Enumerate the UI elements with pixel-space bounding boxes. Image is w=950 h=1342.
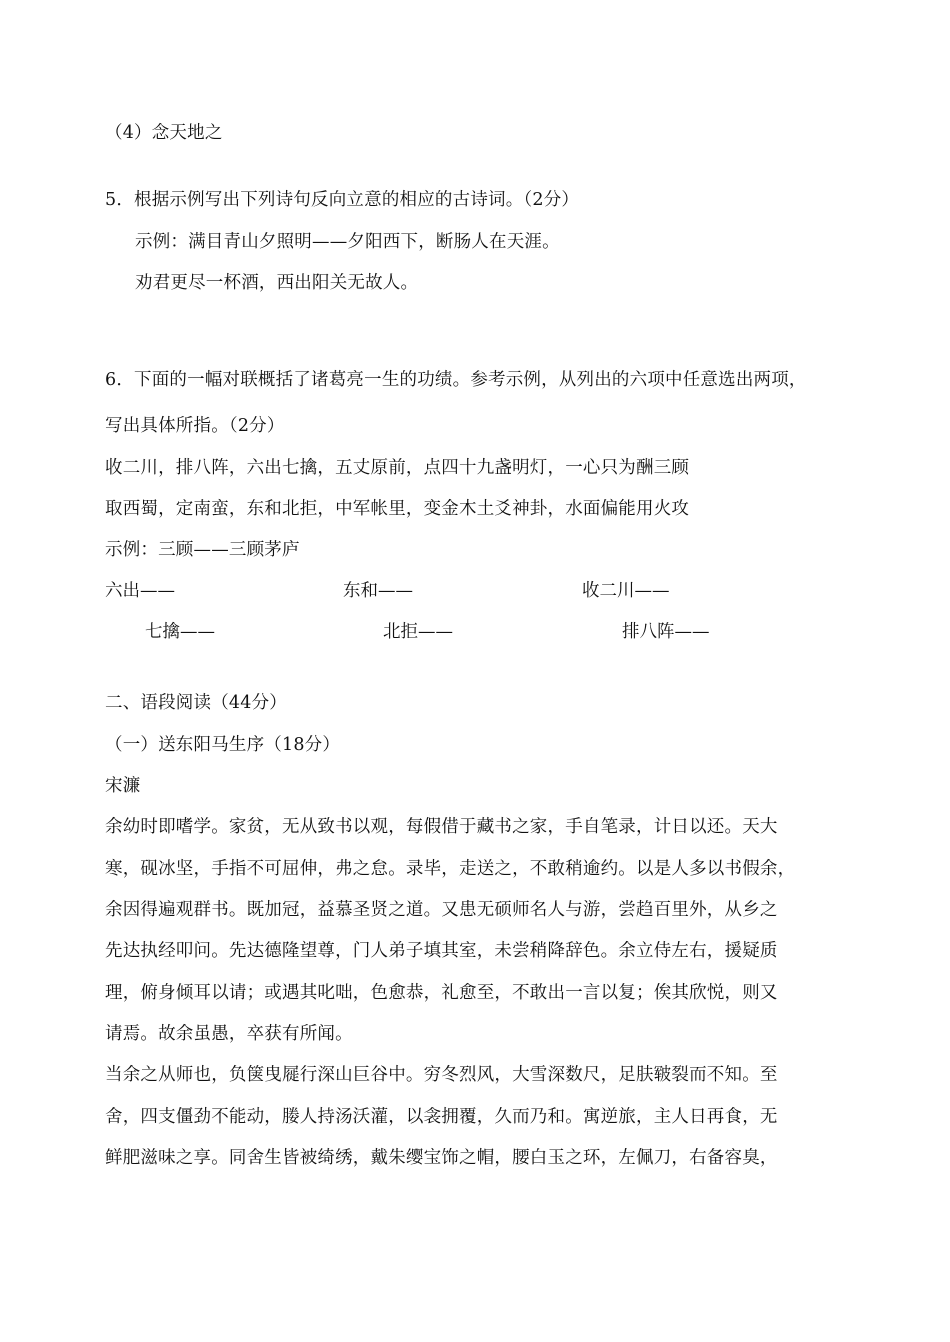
question-6-prompt-line2: 写出具体所指。（2分） <box>105 416 285 436</box>
question-5-prompt: 5．根据示例写出下列诗句反向立意的相应的古诗词。（2分） <box>105 190 580 210</box>
paragraph-line: 鲜肥滋味之享。同舍生皆被绮绣，戴朱缨宝饰之帽，腰白玉之环，左佩刀，右备容臭， <box>105 1148 778 1168</box>
question-6-prompt-line1: 6．下面的一幅对联概括了诸葛亮一生的功绩。参考示例，从列出的六项中任意选出两项， <box>105 370 807 390</box>
question-4-item: （4）念天地之 <box>105 123 223 143</box>
couplet-line-1: 收二川，排八阵，六出七擒，五丈原前，点四十九盏明灯，一心只为酬三顾 <box>105 458 690 478</box>
section-2-sub-heading: （一）送东阳马生序（18分） <box>105 735 341 755</box>
answer-slot-shouerchuan: 收二川—— <box>582 581 670 601</box>
question-6-example: 示例：三顾——三顾茅庐 <box>105 540 300 560</box>
paragraph-line: 先达执经叩问。先达德隆望尊，门人弟子填其室，未尝稍降辞色。余立侍左右，援疑质 <box>105 941 778 961</box>
text-author: 宋濂 <box>105 776 141 796</box>
answer-slot-beiju: 北拒—— <box>383 622 453 642</box>
question-5-example: 示例：满目青山夕照明——夕阳西下，断肠人在天涯。 <box>135 232 560 252</box>
answer-slot-liuchu: 六出—— <box>105 581 175 601</box>
answer-slot-qiqin: 七擒—— <box>145 622 215 642</box>
couplet-line-2: 取西蜀，定南蛮，东和北拒，中军帐里，变金木土爻神卦，水面偏能用火攻 <box>105 499 690 519</box>
paragraph-line: 当余之从师也，负箧曳屣行深山巨谷中。穷冬烈风，大雪深数尺，足肤皲裂而不知。至 <box>105 1065 778 1085</box>
paragraph-line: 请焉。故余虽愚，卒获有所闻。 <box>105 1024 353 1044</box>
question-5-line: 劝君更尽一杯酒，西出阳关无故人。 <box>135 273 419 293</box>
paragraph-line: 寒，砚冰坚，手指不可屈伸，弗之怠。录毕，走送之，不敢稍逾约。以是人多以书假余， <box>105 859 796 879</box>
paragraph-line: 舍，四支僵劲不能动，媵人持汤沃灌，以衾拥覆，久而乃和。寓逆旅，主人日再食，无 <box>105 1107 778 1127</box>
answer-slot-donghe: 东和—— <box>343 581 413 601</box>
answer-slot-paibazhen: 排八阵—— <box>622 622 710 642</box>
paragraph-line: 余因得遍观群书。既加冠，益慕圣贤之道。又患无硕师名人与游，尝趋百里外，从乡之 <box>105 900 778 920</box>
paragraph-line: 理，俯身倾耳以请；或遇其叱咄，色愈恭，礼愈至，不敢出一言以复；俟其欣悦，则又 <box>105 983 778 1003</box>
section-2-heading: 二、语段阅读（44分） <box>105 693 287 713</box>
paragraph-line: 余幼时即嗜学。家贫，无从致书以观，每假借于藏书之家，手自笔录，计日以还。天大 <box>105 817 778 837</box>
